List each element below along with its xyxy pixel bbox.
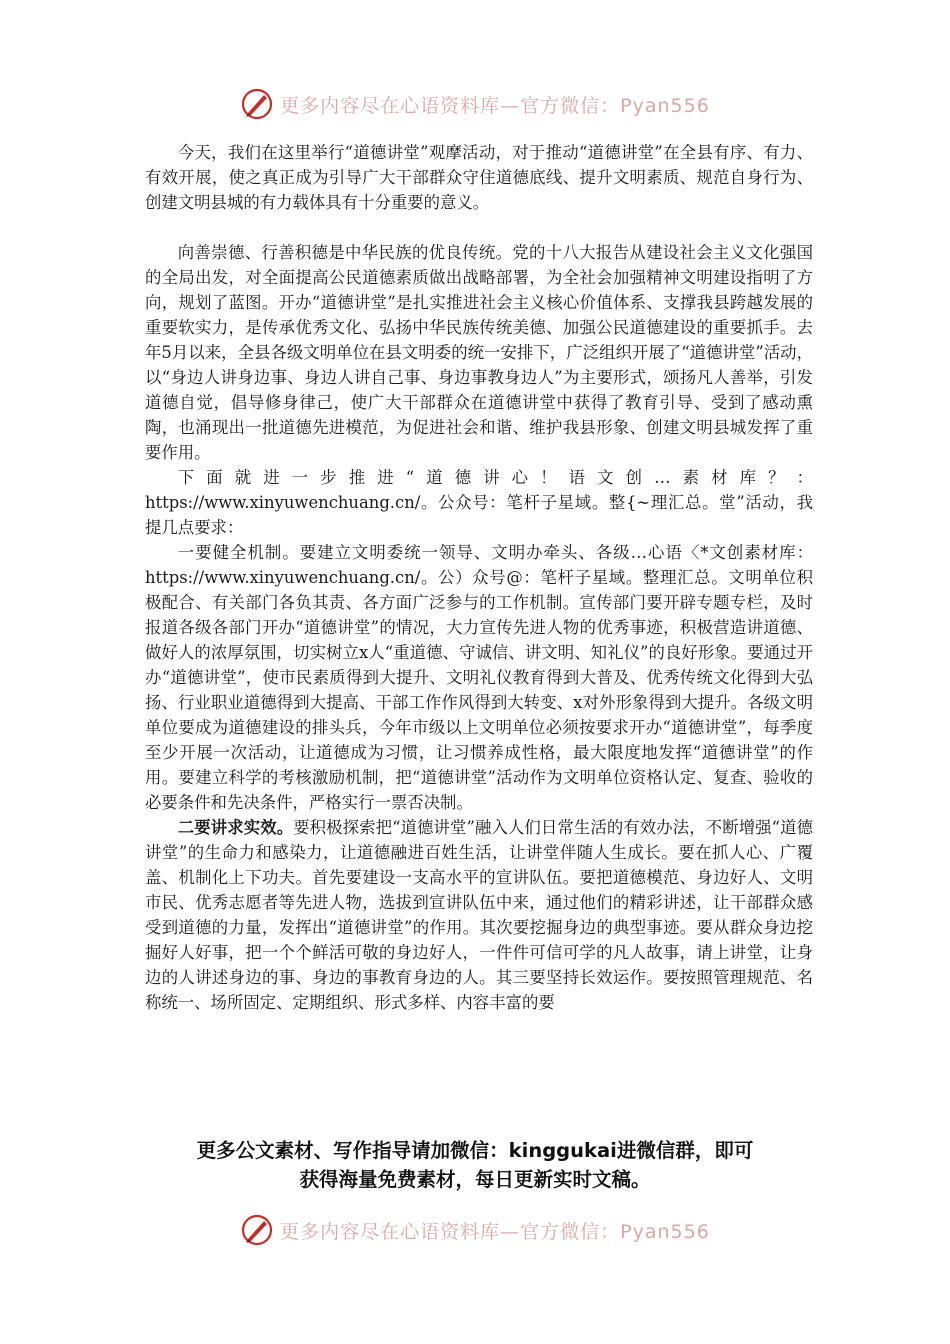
paragraph-1: 今天，我们在这里举行“道德讲堂”观摩活动，对于推动“道德讲堂”在全县有序、有力、有效开展，使之真正成为引导广大干部群众守住道德底线、提升文明素质、规范自身行为、创建文明县城的有力载体具有十分重要的意义。: [145, 143, 813, 212]
paragraph-4: 一要健全机制。要建立文明委统一领导、文明办牵头、各级…心语〈*文创素材库：https://www.xinyuwenchuang.cn/。公）众号@：笔杆子星域。整理汇总。文明单位积极配合、有关部门各负其责、各方面广泛参与的工作机制。宣传部门要开辟专题专栏，及时报道各级各部门开办“道德讲堂”的情况，大力宣传先进人物的优秀事迹，积极营造讲道德、做好人的浓厚氛围，切实树立x人“重道德、守诚信、讲文明、知礼仪”的良好形象。要通过开办“道德讲堂”，使市民素质得到大提升、文明礼仪教育得到大普及、优秀传统文化得到大弘扬、行业职业道德得到大提高、干部工作作风得到大转变、x对外形象得到大提升。各级文明单位要成为道德建设的排头兵，今年市级以上文明单位必须按要求开办“道德讲堂”，每季度至少开展一次活动，让道德成为习惯，让习惯养成性格，最大限度地发挥“道德讲堂”的作用。要建立科学的考核激励机制，把“道德讲堂”活动作为文明单位资格认定、复查、验收的必要条件和先决条件，严格实行一票否决制。: [145, 543, 813, 812]
paragraph-2: 向善崇德、行善积德是中华民族的优良传统。党的十八大报告从建设社会主义文化强国的全局出发，对全面提高公民道德素质做出战略部署，为全社会加强精神文明建设指明了方向，规划了蓝图。开办“道德讲堂”是扎实推进社会主义核心价值体系、支撑我县跨越发展的重要软实力，是传承优秀文化、弘扬中华民族传统美德、加强公民道德建设的重要抓手。去年5月以来，全县各级文明单位在县文明委的统一安排下，广泛组织开展了“道德讲堂”活动，以“身边人讲身边事、身边人讲自己事、身边事教身边人”为主要形式，颂扬凡人善举，引发道德自觉，倡导修身律己，使广大干部群众在道德讲堂中获得了教育引导、受到了感动熏陶，也涌现出一批道德先进模范，为促进社会和谐、维护我县形象、创建文明县城发挥了重要作用。: [145, 243, 813, 462]
document-body: [145, 140, 813, 1015]
promo-line-2: 获得海量免费素材，每日更新实时文稿。: [299, 1168, 651, 1191]
paragraph-5: [145, 815, 813, 1015]
pen-logo-icon: [240, 1213, 274, 1247]
banner-wechat-id: Pyan556: [620, 1220, 710, 1243]
pen-logo-icon: [240, 87, 274, 121]
banner-text: 更多内容尽在心语资料库—官方微信：Pyan556: [280, 94, 710, 117]
promo-note: [120, 1136, 830, 1194]
paragraph-5-lead: 二要讲求实效。: [177, 818, 294, 837]
banner-wechat-id: Pyan556: [620, 94, 710, 117]
footer-banner: [0, 1210, 950, 1250]
paragraph-5-body: 要积极探索把“道德讲堂”融入人们日常生活的有效办法，不断增强“道德讲堂”的生命力和感染力，让道德融进百姓生活，让讲堂伴随人生成长。要在抓人心、广覆盖、机制化上下功夫。首先要建设一支高水平的宣讲队伍。要把道德模范、身边好人、文明市民、优秀志愿者等先进人物，选拔到宣讲队伍中来，通过他们的精彩讲述，让干部群众感受到道德的力量，发挥出“道德讲堂”的作用。其次要挖掘身边的典型事迹。要从群众身边挖掘好人好事，把一个个鲜活可敬的身边好人，一件件可信可学的凡人故事，请上讲堂，让身边的人讲述身边的事、身边的事教育身边的人。其三要坚持长效运作。要按照管理规范、名称统一、场所固定、定期组织、形式多样、内容丰富的要: [145, 818, 814, 1012]
paragraph-3: 下面就进一步推进“道德讲心！语文创…素材库？：https://www.xinyuwenchuang.cn/。公众号：笔杆子星域。整{~理汇总。堂”活动，我提几点要求：: [145, 468, 813, 537]
promo-line-1: 更多公文素材、写作指导请加微信：kinggukai进微信群，即可: [196, 1139, 754, 1162]
banner-text: 更多内容尽在心语资料库—官方微信：Pyan556: [280, 1220, 710, 1243]
header-banner: [0, 84, 950, 124]
